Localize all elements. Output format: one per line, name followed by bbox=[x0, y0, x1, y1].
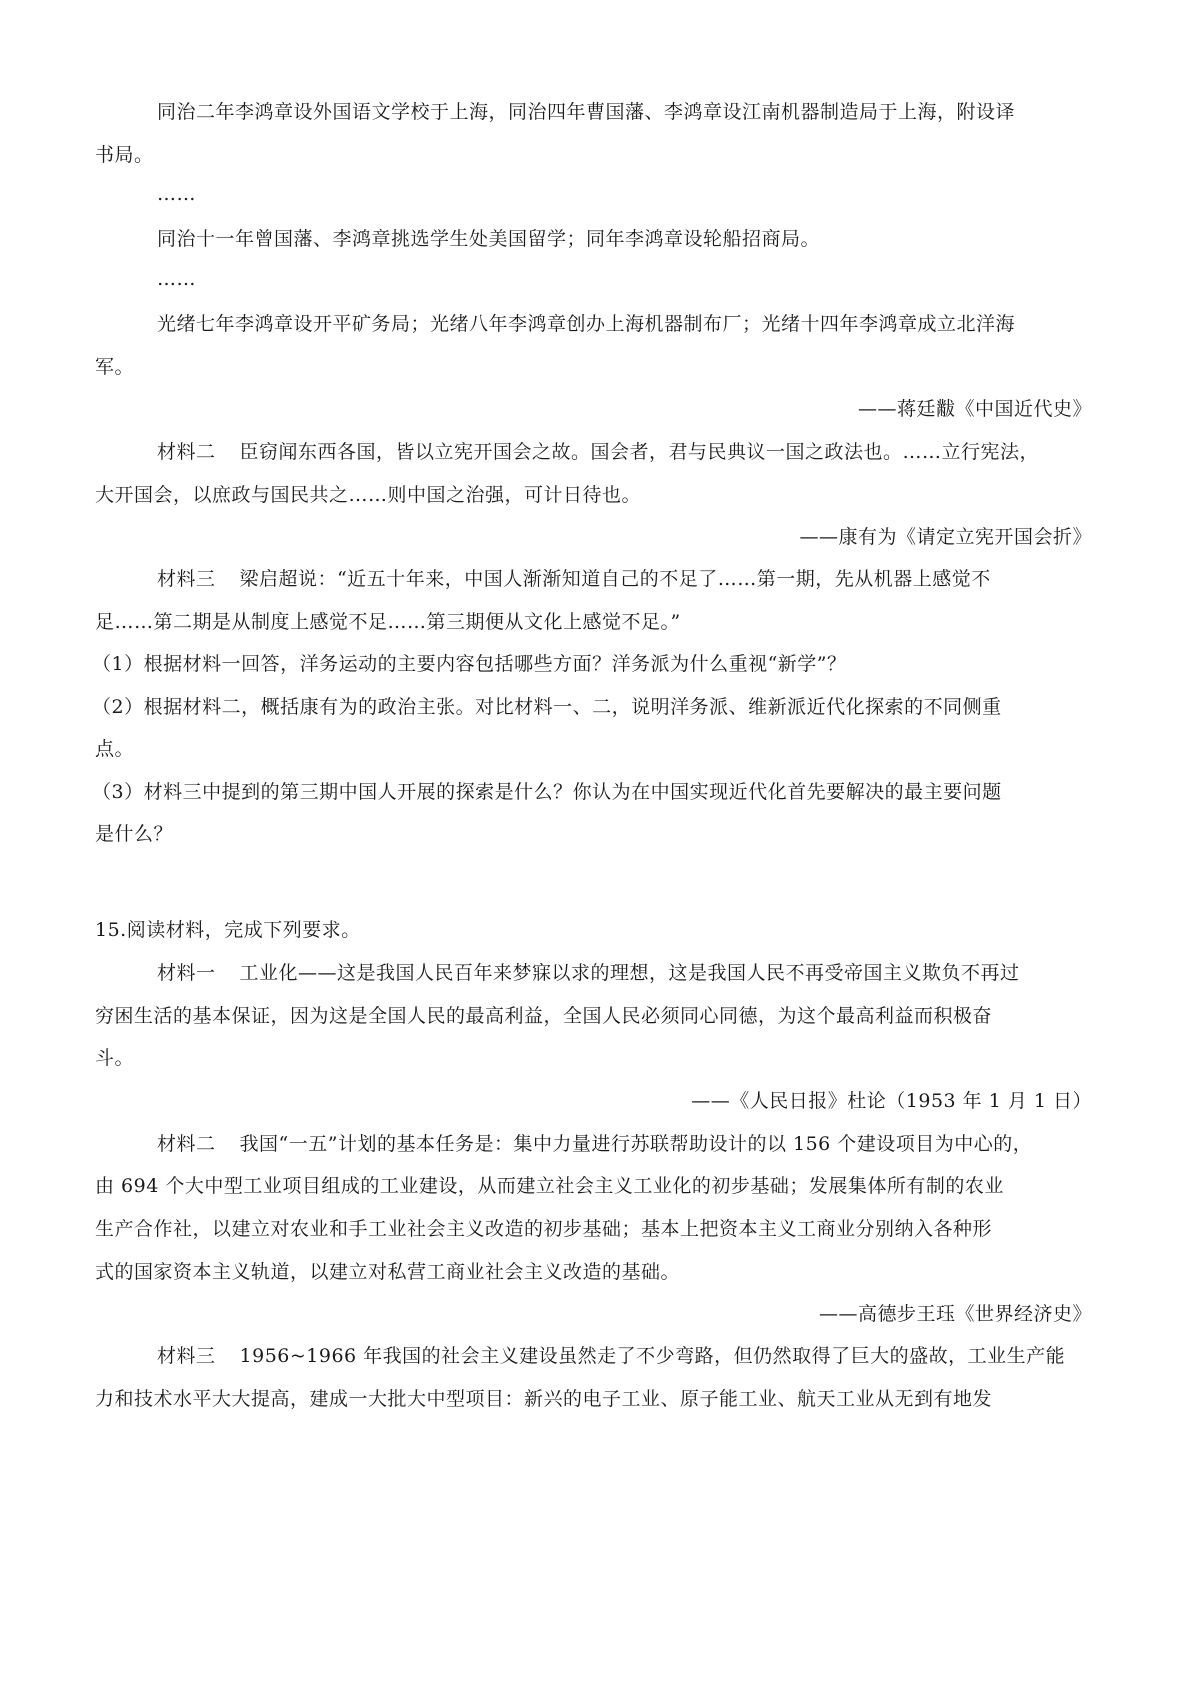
question15-title: 15.阅读材料，完成下列要求。 bbox=[95, 919, 361, 941]
q15-material3-text-line1: 1956~1966 年我国的社会主义建设虽然走了不少弯路，但仍然取得了巨大的盛故，工业生产能 bbox=[239, 1345, 1066, 1367]
q15-material1-source: ——《人民日报》杜论（1953 年 1 月 1 日） bbox=[691, 1090, 1092, 1112]
q15-material2-line4: 式的国家资本主义轨道，以建立对私营工商业社会主义改造的基础。 bbox=[95, 1261, 681, 1283]
material1-ellipsis-1: …… bbox=[157, 183, 196, 205]
material1-paragraph1-line2: 书局。 bbox=[95, 144, 154, 166]
q15-material3-line2: 力和技术水平大大提高，建成一大批大中型项目：新兴的电子工业、原子能工业、航天工业从无到有地发 bbox=[95, 1388, 993, 1410]
q15-material1-line2: 穷困生活的基本保证，因为这是全国人民的最高利益，全国人民必须同心同德，为这个最高利益而积极奋 bbox=[95, 1005, 993, 1027]
question14-part2-line1: （2）根据材料二，概括康有为的政治主张。对比材料一、二，说明洋务派、维新派近代化探索的不同侧重 bbox=[92, 696, 1002, 718]
q15-material1-line1 bbox=[157, 961, 1020, 985]
material3-line1 bbox=[157, 567, 991, 591]
q15-material2-line3: 生产合作社，以建立对农业和手工业社会主义改造的初步基础；基本上把资本主义工商业分别纳入各种形 bbox=[95, 1218, 993, 1240]
material1-paragraph3-line2: 军。 bbox=[95, 356, 135, 378]
q15-material2-text-line1: 我国“一五”计划的基本任务是：集中力量进行苏联帮助设计的以 156 个建设项目为中心的， bbox=[239, 1133, 1033, 1155]
q15-material3-label: 材料三 bbox=[157, 1345, 216, 1367]
q15-material2-line2: 由 694 个大中型工业项目组成的工业建设，从而建立社会主义工业化的初步基础；发展集体所有制的农业 bbox=[95, 1175, 1004, 1197]
material1-paragraph3-line1: 光绪七年李鸿章设开平矿务局；光绪八年李鸿章创办上海机器制布厂；光绪十四年李鸿章成立北洋海 bbox=[157, 313, 1016, 335]
q15-material1-label: 材料一 bbox=[157, 962, 216, 984]
material3-label: 材料三 bbox=[157, 568, 216, 590]
question14-part2-line2: 点。 bbox=[95, 738, 135, 760]
material2-source: ——康有为《请定立宪开国会折》 bbox=[799, 526, 1092, 548]
question14-part3-line2: 是什么？ bbox=[95, 823, 174, 845]
q15-material2-line1 bbox=[157, 1132, 1032, 1156]
material2-text-line1: 臣窃闻东西各国，皆以立宪开国会之故。国会者，君与民典议一国之政法也。……立行宪法， bbox=[239, 441, 1040, 463]
material1-ellipsis-2: …… bbox=[157, 268, 196, 290]
material3-line2: 足……第二期是从制度上感觉不足……第三期便从文化上感觉不足。” bbox=[95, 611, 681, 633]
material3-text-line1: 梁启超说：“近五十年来，中国人渐渐知道自己的不足了……第一期，先从机器上感觉不 bbox=[239, 568, 991, 590]
material2-line2: 大开国会，以庶政与国民共之……则中国之治强，可计日待也。 bbox=[95, 484, 642, 506]
question14-part3-line1: （3）材料三中提到的第三期中国人开展的探索是什么？你认为在中国实现近代化首先要解决的最主要问题 bbox=[92, 781, 1002, 803]
material1-paragraph2: 同治十一年曾国藩、李鸿章挑选学生处美国留学；同年李鸿章设轮船招商局。 bbox=[157, 228, 821, 250]
material1-paragraph1-line1: 同治二年李鸿章设外国语文学校于上海，同治四年曹国藩、李鸿章设江南机器制造局于上海，附设译 bbox=[157, 101, 1016, 123]
q15-material3-line1 bbox=[157, 1344, 1065, 1368]
material2-label: 材料二 bbox=[157, 441, 216, 463]
q15-material1-line3: 斗。 bbox=[95, 1047, 135, 1069]
q15-material2-label: 材料二 bbox=[157, 1133, 216, 1155]
question14-part1: （1）根据材料一回答，洋务运动的主要内容包括哪些方面？洋务派为什么重视“新学”？ bbox=[92, 653, 847, 675]
q15-material2-source: ——高德步王珏《世界经济史》 bbox=[818, 1303, 1092, 1325]
q15-material1-text-line1: 工业化——这是我国人民百年来梦寐以求的理想，这是我国人民不再受帝国主义欺负不再过 bbox=[239, 962, 1020, 984]
material1-source: ——蒋廷黻《中国近代史》 bbox=[857, 398, 1092, 420]
material2-line1 bbox=[157, 440, 1039, 464]
